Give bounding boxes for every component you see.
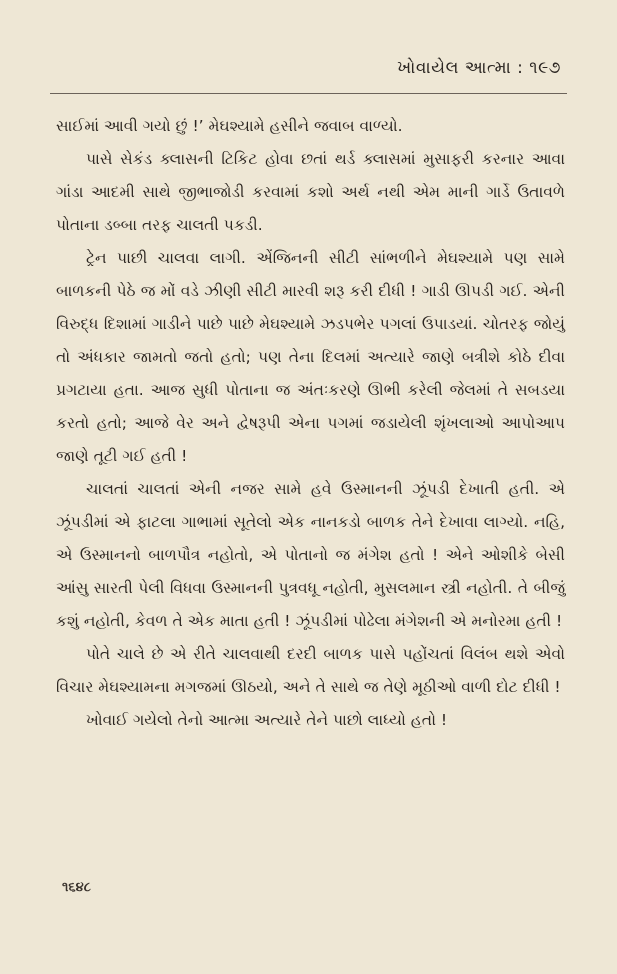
body-text xyxy=(56,110,565,737)
printer-signature: ૧૬૪૮ xyxy=(62,880,91,895)
paragraph: પોતે ચાલે છે એ રીતે ચાલવાથી દરદી બાળક પાસે પહોંચતાં વિલંબ થશે એવો વિચાર મેઘશ્યામના મગજમાં ઊઠયો, અને તે સાથે જ તેણે મૂઠીઓ વાળી દોટ દીધી ! xyxy=(56,645,565,696)
paragraph: ખોવાઈ ગયેલો તેનો આત્મા અત્યારે તેને પાછો લાધ્યો હતો ! xyxy=(86,711,448,729)
header-rule xyxy=(50,93,567,94)
paragraph: પાસે સેકંડ ક્લાસની ટિકિટ હોવા છતાં થર્ડ ક્લાસમાં મુસાફરી કરનાર આવા ગાંડા આદમી સાથે જીભાજોડી કરવામાં કશો અર્થ નથી એમ માની ગાર્ડે ઉતાવળે પોતાના ડબ્બા તરફ ચાલતી પકડી. xyxy=(56,150,565,234)
paragraph: ચાલતાં ચાલતાં એની નજર સામે હવે ઉસ્માનની ઝૂંપડી દેખાતી હતી. એ ઝૂંપડીમાં એ ફાટલા ગાભામાં સૂતેલો એક નાનકડો બાળક તેને દેખાવા લાગ્યો. નહિ, એ ઉસ્માનનો બાળપૌત્ર નહોતો, એ પોતાનો જ મંગેશ હતો ! એને ઓશીકે બેસી આંસુ સારતી પેલી વિધવા ઉસ્માનની પુત્રવધૂ નહોતી, મુસલમાન સ્ત્રી નહોતી. તે બીજું કશું નહોતી, કેવળ તે એક માતા હતી ! ઝૂંપડીમાં પોઢેલા મંગેશની એ મનોરમા હતી ! xyxy=(56,480,565,630)
running-head: ખોવાયેલ આત્મા : ૧૯૭ xyxy=(397,58,561,78)
paragraph: સાઈમાં આવી ગયો છું !’ મેઘશ્યામે હસીને જવાબ વાળ્યો. xyxy=(56,117,403,135)
paragraph: ટ્રેન પાછી ચાલવા લાગી. એંજિનની સીટી સાંભળીને મેઘશ્યામે પણ સામે બાળકની પેઠે જ મોં વડે ઝીણી સીટી મારવી શરૂ કરી દીધી ! ગાડી ઊપડી ગઈ. એની વિરુદ્ધ દિશામાં ગાડીને પાછે પાછે મેઘશ્યામે ઝડપભેર પગલાં ઉપાડયાં. ચોતરફ જોયું તો અંધકાર જામતો જતો હતો; પણ તેના દિલમાં અત્યારે જાણે બત્રીશે કોઠે દીવા પ્રગટાયા હતા. આજ સુધી પોતાના જ અંતઃકરણે ઊભી કરેલી જેલમાં તે સબડયા કરતો હતો; આજે વેર અને દ્વેષરૂપી એના પગમાં જડાયેલી શૃંખલાઓ આપોઆપ જાણે તૂટી ગઈ હતી ! xyxy=(56,249,565,465)
